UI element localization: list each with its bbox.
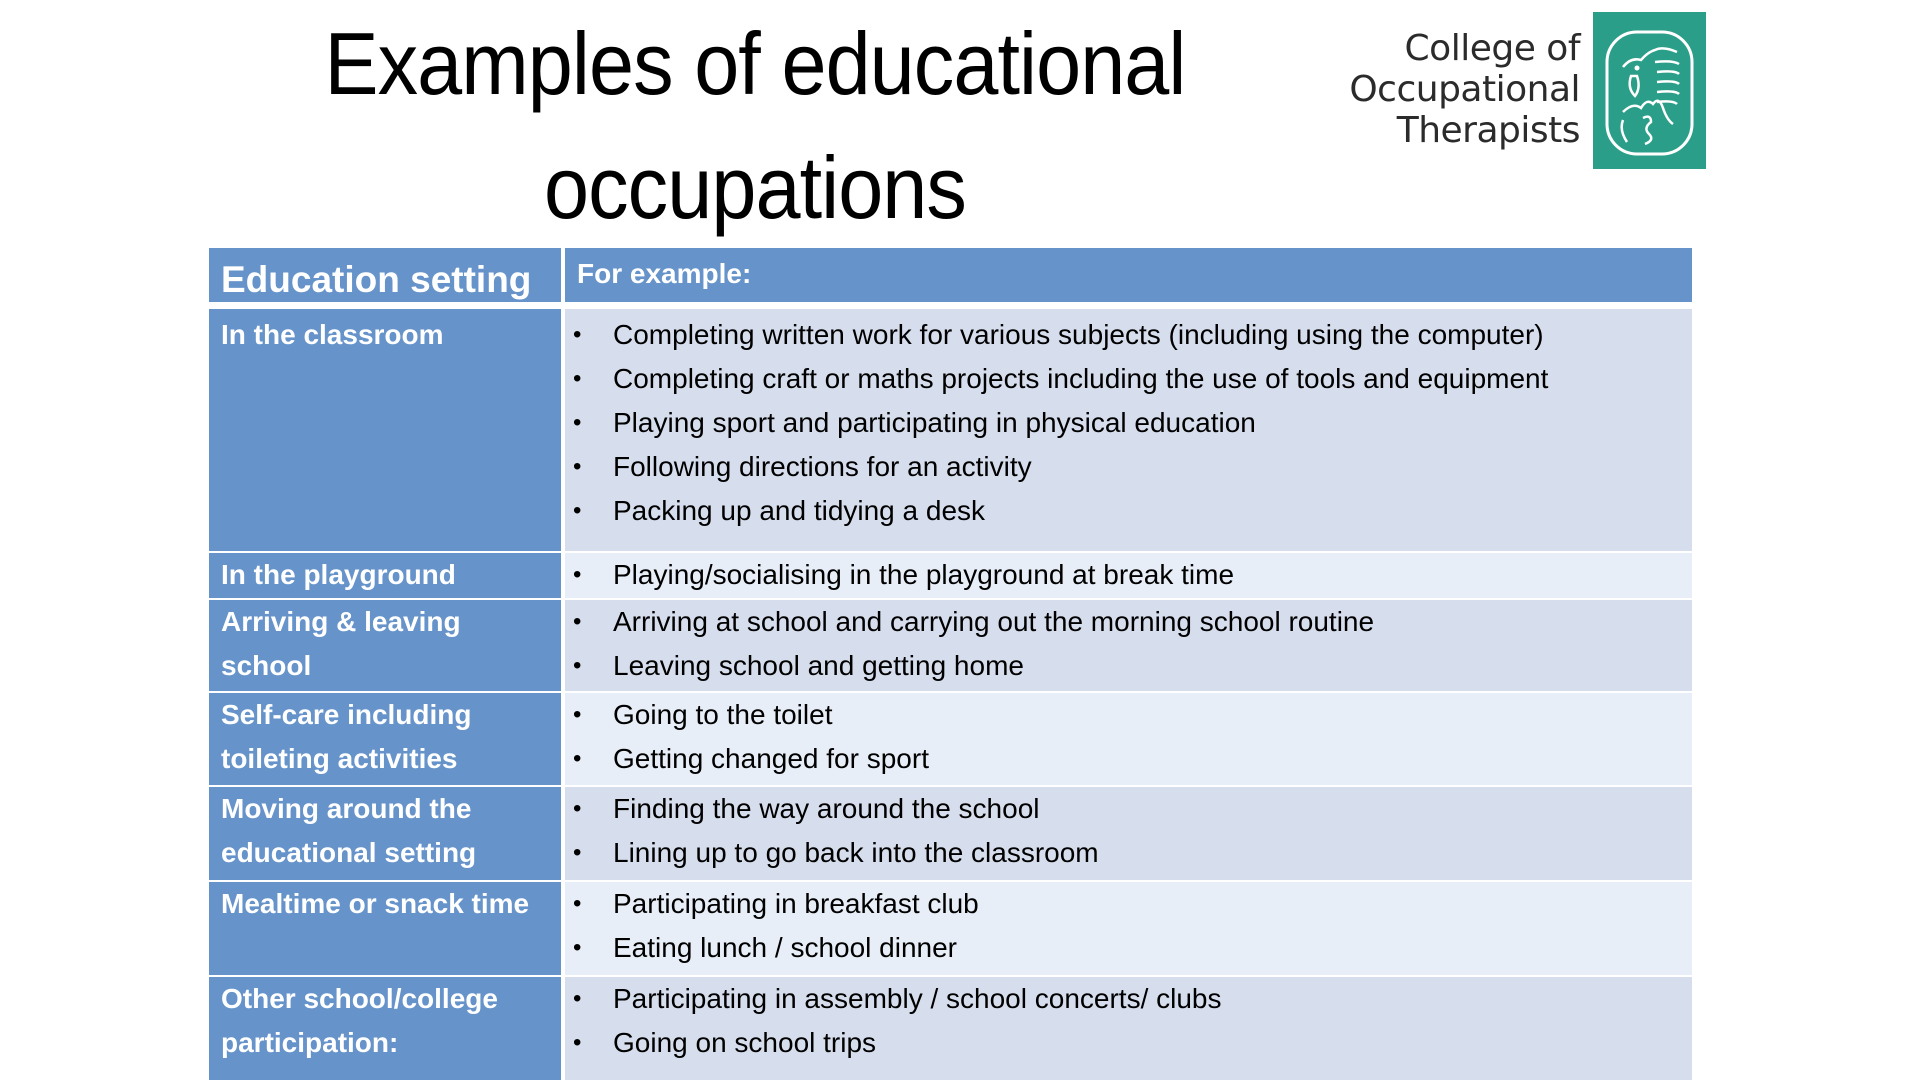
setting-label: Other school/college participation: xyxy=(209,977,561,1080)
list-item: • Participating in breakfast club xyxy=(565,882,1692,926)
setting-label: Self-care including toileting activities xyxy=(209,693,561,785)
list-item: • Lining up to go back into the classroom xyxy=(565,831,1692,875)
header-education-setting: Education setting xyxy=(209,248,561,302)
list-item: • Going on school trips xyxy=(565,1021,1692,1065)
examples-list xyxy=(565,600,1692,691)
list-item: • Packing up and tidying a desk xyxy=(565,489,1692,533)
bullet-icon: • xyxy=(573,652,582,679)
bullet-icon: • xyxy=(573,839,582,866)
bullet-icon: • xyxy=(573,453,582,480)
bullet-icon: • xyxy=(573,365,582,392)
table-row-mealtime xyxy=(209,882,1692,975)
setting-label: Moving around the educational setting xyxy=(209,787,561,880)
table-row-other-participation xyxy=(209,977,1692,1080)
setting-label: In the classroom xyxy=(209,309,561,551)
list-item: • Leaving school and getting home xyxy=(565,644,1692,688)
setting-label: Arriving & leaving school xyxy=(209,600,561,691)
bullet-icon: • xyxy=(573,890,582,917)
bullet-icon: • xyxy=(573,985,582,1012)
title-line-2: occupations xyxy=(544,138,966,237)
table-row-arriving-leaving xyxy=(209,600,1692,691)
list-item: • Completing craft or maths projects including the use of tools and equipment xyxy=(565,357,1692,401)
examples-list xyxy=(565,787,1692,880)
table-row-moving-around xyxy=(209,787,1692,880)
list-item: • Playing sport and participating in physical education xyxy=(565,401,1692,445)
bullet-icon: • xyxy=(573,608,582,635)
list-item: • Participating in assembly / school concerts/ clubs xyxy=(565,977,1692,1021)
list-item: • Getting changed for sport xyxy=(565,737,1692,781)
table-row-self-care xyxy=(209,693,1692,785)
bird-emblem-icon xyxy=(1593,12,1706,169)
list-item: • Completing written work for various subjects (including using the computer) xyxy=(565,313,1692,357)
logo-wordmark xyxy=(1335,28,1580,151)
examples-list xyxy=(565,977,1692,1080)
logo-line-1: College of xyxy=(1404,28,1580,69)
list-item: • Arriving at school and carrying out the morning school routine xyxy=(565,600,1692,644)
logo-line-2: Occupational xyxy=(1349,69,1580,110)
examples-list xyxy=(565,553,1692,598)
bullet-icon: • xyxy=(573,1029,582,1056)
header-for-example: For example: xyxy=(565,248,1692,302)
bullet-icon: • xyxy=(573,497,582,524)
bullet-icon: • xyxy=(573,701,582,728)
slide-title xyxy=(272,2,1238,250)
bullet-icon: • xyxy=(573,745,582,772)
bullet-icon: • xyxy=(573,795,582,822)
title-line-1: Examples of educational xyxy=(324,14,1186,113)
list-item: • Playing/socialising in the playground at break time xyxy=(565,553,1692,597)
table-row-playground xyxy=(209,553,1692,598)
examples-list xyxy=(565,693,1692,785)
table-header-row xyxy=(209,248,1692,302)
logo-line-3: Therapists xyxy=(1396,110,1580,151)
list-item: • Following directions for an activity xyxy=(565,445,1692,489)
bullet-icon: • xyxy=(573,561,582,588)
setting-label: In the playground xyxy=(209,553,561,598)
setting-label: Mealtime or snack time xyxy=(209,882,561,975)
bullet-icon: • xyxy=(573,409,582,436)
examples-list xyxy=(565,882,1692,975)
list-item: • Going to the toilet xyxy=(565,693,1692,737)
bullet-icon: • xyxy=(573,934,582,961)
examples-list xyxy=(565,309,1692,551)
list-item: • Eating lunch / school dinner xyxy=(565,926,1692,970)
bullet-icon: • xyxy=(573,321,582,348)
list-item: • Finding the way around the school xyxy=(565,787,1692,831)
table-row-classroom xyxy=(209,309,1692,551)
